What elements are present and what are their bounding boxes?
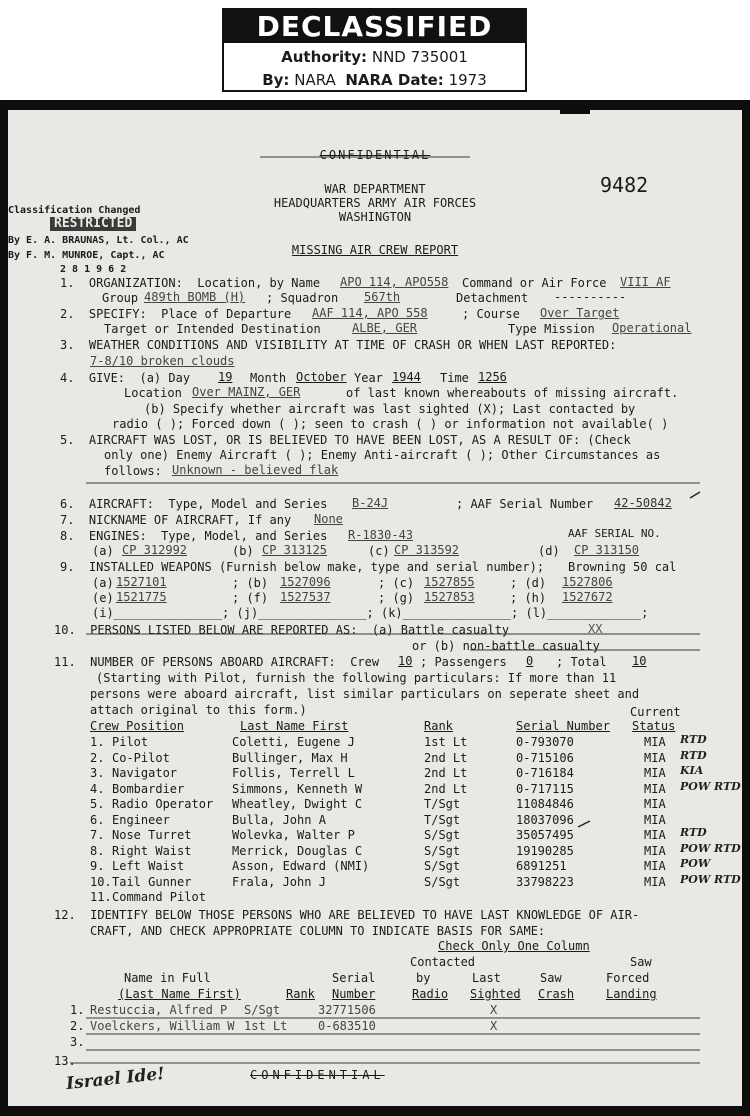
crew-row-11-no: 11. — [90, 890, 112, 904]
crew-row-9-note: POW — [680, 857, 711, 870]
item-1-location: APO 114, APO558 — [340, 275, 449, 289]
crew-row-6-name: Bulla, John A — [232, 812, 326, 827]
witness-row-1-serial: 32771506 — [318, 1003, 376, 1017]
crew-row-5-pos: Radio Operator — [112, 797, 214, 811]
weapon-d: 1527806 — [562, 575, 613, 589]
item-4-location-value: Over MAINZ, GER — [192, 385, 301, 399]
item-1-group-value: 489th BOMB (H) — [144, 290, 246, 304]
crew-row-8-status: MIA — [644, 843, 666, 858]
item-4-location-rest: of last known whereabouts of missing aircraft. — [346, 386, 679, 400]
item-10-check: XX — [588, 622, 603, 636]
crew-row-3-no: 3. — [90, 766, 105, 780]
crew-row-8-pos: Right Waist — [112, 843, 192, 858]
crew-row-8-note: POW RTD — [680, 841, 741, 855]
confidential-top: CONFIDENTIAL — [319, 148, 431, 162]
item-6-serial-label: ; AAF Serial Number — [456, 497, 594, 511]
crew-row-2-rank: 2nd Lt — [424, 750, 468, 765]
crew-row-9-pos: Left Waist — [112, 859, 185, 873]
signature: Israel Ide! — [65, 1063, 166, 1095]
witness-row-1-rank: S/Sgt — [244, 1003, 281, 1017]
h-forced: Forced — [606, 971, 650, 985]
crew-row-10-name: Frala, John J — [232, 874, 326, 889]
crew-header-rank: Rank — [424, 719, 453, 733]
item-5-value: Unknown - believed flak — [172, 463, 339, 477]
crew-row-4-name: Simmons, Kenneth W — [232, 781, 363, 796]
h-sighted: Sighted — [470, 987, 521, 1001]
crew-row-5-name: Wheatley, Dwight C — [232, 797, 363, 811]
crew-row-2-note: RTD — [680, 748, 707, 762]
crew-row-10-note: POW RTD — [680, 872, 741, 886]
crew-row-5-rank: T/Sgt — [424, 797, 461, 811]
crew-row-1-pos: Pilot — [112, 735, 149, 749]
item-4-year: 1944 — [392, 370, 421, 384]
crew-row-2-serial: 0-715106 — [516, 750, 574, 765]
crew-row-2-status: MIA — [644, 750, 666, 765]
report-number: 9482 — [600, 173, 649, 197]
item-1-command-value: VIII AF — [620, 275, 671, 289]
item-1-squadron-value: 567th — [364, 290, 401, 304]
declassified-stamp — [222, 8, 527, 92]
item-12-line1: 12. IDENTIFY BELOW THOSE PERSONS WHO ARE BELIEVED TO HAVE LAST KNOWLEDGE OF AIR- — [54, 908, 640, 922]
item-5-line3: follows: — [104, 464, 162, 478]
item-2-course-label: ; Course — [462, 307, 520, 321]
item-11-line4: attach original to this form.) — [90, 703, 307, 717]
crew-row-3-name: Follis, Terrell L — [232, 766, 355, 780]
dept-name: WAR DEPARTMENT — [324, 182, 426, 196]
crew-row-7-status: MIA — [644, 828, 666, 842]
item-11-line2: (Starting with Pilot, furnish the following particulars: If more than 11 — [96, 671, 617, 685]
witness-row-2-mark: X — [490, 1019, 498, 1033]
h-contacted: Contacted — [410, 955, 476, 969]
item-4-location-label: Location — [124, 386, 182, 400]
item-13: 13. — [54, 1054, 76, 1068]
weapon-f: 1527537 — [280, 590, 331, 604]
h-name-full: Name in Full — [124, 971, 211, 985]
item-8-d-value: CP 313150 — [574, 543, 640, 557]
crew-row-7-pos: Nose Turret — [112, 828, 192, 842]
item-10-b: or (b) non-battle casualty — [412, 639, 600, 653]
crew-row-6-pos: Engineer — [112, 812, 170, 827]
witness-row-1-mark: X — [490, 1003, 498, 1017]
item-2-departure: AAF 114, APO 558 — [312, 306, 428, 320]
crew-row-3-serial: 0-716184 — [516, 766, 574, 780]
crew-row-2-pos: Co-Pilot — [112, 750, 170, 765]
item-11-total-label: ; Total — [556, 655, 607, 669]
item-1-detachment-value: ---------- — [554, 290, 627, 304]
witness-row-1-no: 1. — [70, 1003, 85, 1017]
weapon-b: 1527096 — [280, 575, 331, 589]
crew-row-4-rank: 2nd Lt — [424, 781, 468, 796]
item-8-aaf-serial-label: AAF SERIAL NO. — [568, 527, 661, 540]
item-4-time-label: Time — [440, 371, 469, 385]
confidential-bottom: CONFIDENTIAL — [250, 1068, 385, 1082]
witness-row-2-rank: 1st Lt — [244, 1019, 288, 1033]
crew-row-1-serial: 0-793070 — [516, 735, 574, 749]
crew-row-10-status: MIA — [644, 874, 666, 889]
form-rules — [0, 100, 750, 1116]
crew-row-4-no: 4. — [90, 781, 105, 796]
crew-header-current: Current — [630, 705, 681, 719]
item-2-label: 2. SPECIFY: Place of Departure — [60, 307, 292, 321]
crew-row-2-no: 2. — [90, 750, 105, 765]
item-1-detachment-label: Detachment — [456, 291, 529, 305]
item-6-label: 6. AIRCRAFT: Type, Model and Series — [60, 497, 328, 511]
crew-row-9-rank: S/Sgt — [424, 859, 461, 873]
item-2-target-value: ALBE, GER — [352, 321, 418, 335]
crew-row-9-name: Asson, Edward (NMI) — [232, 859, 370, 873]
item-4-month-label: Month — [250, 371, 287, 385]
city-name: WASHINGTON — [338, 210, 412, 224]
item-2-course-value: Over Target — [540, 306, 620, 320]
crew-row-9-serial: 6891251 — [516, 859, 567, 873]
item-8-value: R-1830-43 — [348, 528, 414, 542]
crew-header-serial: Serial Number — [516, 719, 610, 733]
item-9-make: Browning 50 cal — [568, 560, 677, 574]
crew-row-1-note: RTD — [680, 733, 707, 746]
hq-name: HEADQUARTERS ARMY AIR FORCES — [273, 196, 477, 210]
h-serial: Serial — [332, 971, 376, 985]
crew-row-1-no: 1. — [90, 735, 105, 749]
crew-header-status: Status — [632, 719, 676, 733]
crew-header-position: Crew Position — [90, 719, 184, 733]
h-last-name-first: (Last Name First) — [118, 987, 241, 1001]
item-8-c-label: (c) — [368, 544, 390, 558]
item-8-b-value: CP 313125 — [262, 543, 328, 557]
crew-row-3-status: MIA — [644, 766, 666, 780]
crew-row-3-note: KIA — [680, 764, 704, 777]
stamp-title: DECLASSIFIED — [224, 10, 525, 43]
crew-row-6-status: MIA — [644, 812, 666, 827]
item-1-label: 1. ORGANIZATION: Location, by Name — [60, 276, 321, 290]
crew-row-5-status: MIA — [644, 797, 666, 811]
crew-row-7-serial: 35057495 — [516, 828, 574, 842]
item-3-value: 7-8/10 broken clouds — [90, 354, 235, 368]
check-only-one: Check Only One Column — [438, 939, 590, 953]
item-5-line2: only one) Enemy Aircraft ( ); Enemy Anti-aircraft ( ); Other Circumstances as — [104, 448, 661, 462]
item-2-mission-value: Operational — [612, 321, 692, 335]
item-4-year-label: Year — [354, 371, 383, 385]
witness-row-3-no: 3. — [70, 1035, 85, 1049]
item-1-command-label: Command or Air Force — [462, 276, 607, 290]
crew-row-10-no: 10. — [90, 874, 112, 889]
h-crash: Crash — [538, 987, 575, 1001]
item-2-mission-label: Type Mission — [508, 322, 595, 336]
item-3-label: 3. WEATHER CONDITIONS AND VISIBILITY AT TIME OF CRASH OR WHEN LAST REPORTED: — [60, 338, 617, 352]
item-8-b-label: (b) — [232, 544, 254, 558]
item-9-label: 9. INSTALLED WEAPONS (Furnish below make, type and serial number); — [60, 560, 545, 574]
crew-row-7-no: 7. — [90, 828, 105, 842]
crew-row-1-name: Coletti, Eugene J — [232, 735, 355, 749]
witness-row-2-name: Voelckers, William W — [90, 1019, 235, 1033]
crew-row-6-rank: T/Sgt — [424, 812, 461, 827]
item-4-time: 1256 — [478, 370, 507, 384]
item-11-crew: 10 — [398, 654, 413, 668]
crew-row-1-status: MIA — [644, 735, 666, 749]
item-11-pass-label: ; Passengers — [420, 655, 507, 669]
item-8-a-value: CP 312992 — [122, 543, 188, 557]
crew-row-11-pos: Command Pilot — [112, 890, 206, 904]
witness-row-1-name: Restuccia, Alfred P — [90, 1003, 228, 1017]
crew-row-4-status: MIA — [644, 781, 666, 796]
crew-row-9-no: 9. — [90, 859, 105, 873]
crew-row-8-rank: S/Sgt — [424, 843, 461, 858]
crew-row-6-serial: 18037096 — [516, 812, 574, 827]
item-10-label: 10. PERSONS LISTED BELOW ARE REPORTED AS: (a) Battle casualty — [54, 623, 510, 637]
crew-row-10-pos: Tail Gunner — [112, 874, 192, 889]
crew-row-5-no: 5. — [90, 797, 105, 811]
h-by: by — [416, 971, 431, 985]
item-7-value: None — [314, 512, 343, 526]
crew-row-9-status: MIA — [644, 859, 666, 873]
crew-row-4-pos: Bombardier — [112, 781, 185, 796]
item-1-squadron-label: ; Squadron — [266, 291, 339, 305]
weapon-g: 1527853 — [424, 590, 475, 604]
item-8-c-value: CP 313592 — [394, 543, 460, 557]
item-6-value: B-24J — [352, 496, 389, 510]
item-4-label: 4. GIVE: (a) Day — [60, 371, 191, 385]
item-8-a-label: (a) — [92, 544, 114, 558]
item-8-label: 8. ENGINES: Type, Model, and Series — [60, 529, 328, 543]
crew-row-7-name: Wolevka, Walter P — [232, 828, 355, 842]
witness-row-2-serial: 0-683510 — [318, 1019, 376, 1033]
item-4-b-line2: radio ( ); Forced down ( ); seen to crash ( ) or information not available( ) — [112, 417, 669, 431]
weapon-h: 1527672 — [562, 590, 613, 604]
h-landing: Landing — [606, 987, 657, 1001]
item-6-serial-value: 42-50842 — [614, 496, 672, 510]
stamp-authority: Authority: NND 735001 — [281, 48, 468, 66]
h-rank: Rank — [286, 987, 315, 1001]
item-1-group-label: Group — [102, 291, 139, 305]
item-8-d-label: (d) — [538, 544, 560, 558]
crew-row-1-rank: 1st Lt — [424, 735, 468, 749]
crew-row-4-serial: 0-717115 — [516, 781, 574, 796]
item-11-label: 11. NUMBER OF PERSONS ABOARD AIRCRAFT: Crew — [54, 655, 380, 669]
item-11-total: 10 — [632, 654, 647, 668]
item-5-line1: 5. AIRCRAFT WAS LOST, OR IS BELIEVED TO HAVE BEEN LOST, AS A RESULT OF: (Check — [60, 433, 631, 447]
witness-row-2-no: 2. — [70, 1019, 85, 1033]
weapon-e: 1521775 — [116, 590, 167, 604]
crew-row-3-pos: Navigator — [112, 766, 178, 780]
item-2-target-label: Target or Intended Destination — [104, 322, 321, 336]
item-11-line3: persons were aboard aircraft, list similar particulars on seperate sheet and — [90, 687, 640, 701]
h-number: Number — [332, 987, 376, 1001]
crew-row-10-serial: 33798223 — [516, 874, 574, 889]
h-last: Last — [472, 971, 501, 985]
crew-row-6-no: 6. — [90, 812, 105, 827]
item-4-day: 19 — [218, 370, 233, 384]
crew-row-10-rank: S/Sgt — [424, 874, 461, 889]
crew-header-name: Last Name First — [240, 719, 349, 733]
h-radio: Radio — [412, 987, 449, 1001]
item-12-line2: CRAFT, AND CHECK APPROPRIATE COLUMN TO INDICATE BASIS FOR SAME: — [90, 924, 546, 938]
crew-row-8-no: 8. — [90, 843, 105, 858]
item-7-label: 7. NICKNAME OF AIRCRAFT, If any — [60, 513, 292, 527]
weapon-a: 1527101 — [116, 575, 167, 589]
crew-row-2-name: Bullinger, Max H — [232, 750, 348, 765]
crew-row-7-note: RTD — [680, 826, 707, 839]
crew-row-5-serial: 11084846 — [516, 797, 574, 811]
crew-row-7-rank: S/Sgt — [424, 828, 461, 842]
weapon-c: 1527855 — [424, 575, 475, 589]
crew-row-3-rank: 2nd Lt — [424, 766, 468, 780]
scanned-document: CONFIDENTIAL WAR DEPARTMENT HEADQUARTERS ARMY AIR FORCES WASHINGTON 9482 MISSING AIR CREW REPORT Classification Changed RESTRICTED By E. A. BRAUNAS, Lt. Col., AC By F. M. MUNROE, Capt., AC 2 8 1 9 6 2 1. ORGANIZATION: Location, by Name APO 114, APO558 Command or Air Force VIII AF Group 489th BOMB (H) ; Squadron 567th Detachment ---------- 2. SPECIFY: Place of Departure AAF 114, APO 558 ; Course Over Target Target or Intended Destination ALBE, GER Type Mission Operational 3. WEATHER CONDITIONS AND VISIBILITY AT TIME OF CRASH OR WHEN LAST REPORTED: 7-8/10 broken clouds 4. GIVE: (a) Day 19 Month October Year 1944 Time 1256 Location Over MAINZ, GER of last known whereabouts of missing aircraft. (b) Specify whether aircraft was last sighted (X); Last contacted by radio ( ); Forced down ( ); seen to crash ( ) or information not available( ) 5. AIRCRAFT WAS LOST, OR IS BELIEVED TO HAVE BEEN LOST, AS A RESULT OF: (Check only one) Enemy Aircraft ( ); Enemy Anti-aircraft ( ); Other Circumstances as follows: Unknown - believed flak 6. AIRCRAFT: Type, Model and Series B-24J ; AAF Serial Number 42-50842 7. NICKNAME OF AIRCRAFT, If any None 8. ENGINES: Type, Model, and Series R-1830-43 AAF SERIAL NO. (a) CP 312992 (b) CP 313125 (c) CP 313592 (d) CP 313150 9. INSTALLED WEAPONS (Furnish below make, type and serial number); Browning 50 cal (a) 1527101 ; (b) 1527096 ; (c) 1527855 ; (d) 1527806 (e) 1521775 ; (f) 1527537 ; (g) 1527853 ; (h) 1527672 (i)_______________; (j)_______________; (k)_______________; (l)_____________; 10. PERSONS LISTED BELOW ARE REPORTED AS: (a) Battle casualty XX or (b) non-battle casualty 11. NUMBER OF PERSONS ABOARD AIRCRAFT: Crew 10 ; Passengers 0 ; Total 10 (Starting with Pilot, furnish the following particulars: If more than 11 persons were aboard aircraft, list similar particulars on seperate sheet and attach original to this form.) Crew Position Last Name First Rank Serial Number Current Status 1. Pilot Coletti, Eugene J 1st Lt 0-793070 MIA RTD 2. Co-Pilot Bullinger, Max H 2nd Lt 0-715106 MIA RTD 3. Navigator Follis, Terrell L 2nd Lt 0-716184 MIA KIA 4. Bombardier Simmons, Kenneth W 2nd Lt 0-717115 MIA POW RTD 5. Radio Operator Wheatley, Dwight C T/Sgt 11084846 MIA 6. Engineer Bulla, John A T/Sgt 18037096 MIA 7. Nose Turret Wolevka, Walter P S/Sgt 35057495 MIA RTD 8. Right Waist Merrick, Douglas C S/Sgt 19190285 MIA POW RTD 9. Left Waist Asson, Edward (NMI) S/Sgt 6891251 MIA POW 10. Tail Gunner Frala, John J S/Sgt 33798223 MIA POW RTD 11. Command Pilot 12. IDENTIFY BELOW THOSE PERSONS WHO ARE BELIEVED TO HAVE LAST KNOWLEDGE OF AIR- CRAFT, AND CHECK APPROPRIATE COLUMN TO INDICATE BASIS FOR SAME: Check Only One Column Contacted Saw Name in Full Serial by Last Saw Forced (Last Name First) Rank Number Radio Sighted Crash Landing 1. Restuccia, Alfred P S/Sgt 32771506 X 2. Voelckers, William W 1st Lt 0-683510 X 3. 13. CONFIDENTIAL Israel Ide! — [0, 100, 750, 1116]
h-saw: Saw — [540, 971, 562, 985]
item-11-pass: 0 — [526, 654, 534, 668]
crew-row-8-serial: 19190285 — [516, 843, 574, 858]
crew-row-4-note: POW RTD — [680, 779, 741, 793]
report-title: MISSING AIR CREW REPORT — [291, 243, 459, 257]
item-4-month: October — [296, 370, 347, 384]
item-4-b-line1: (b) Specify whether aircraft was last sighted (X); Last contacted by — [144, 402, 636, 416]
h-saw-top: Saw — [630, 955, 652, 969]
stamp-by: By: NARA NARA Date: 1973 — [262, 71, 487, 89]
crew-row-8-name: Merrick, Douglas C — [232, 843, 363, 858]
